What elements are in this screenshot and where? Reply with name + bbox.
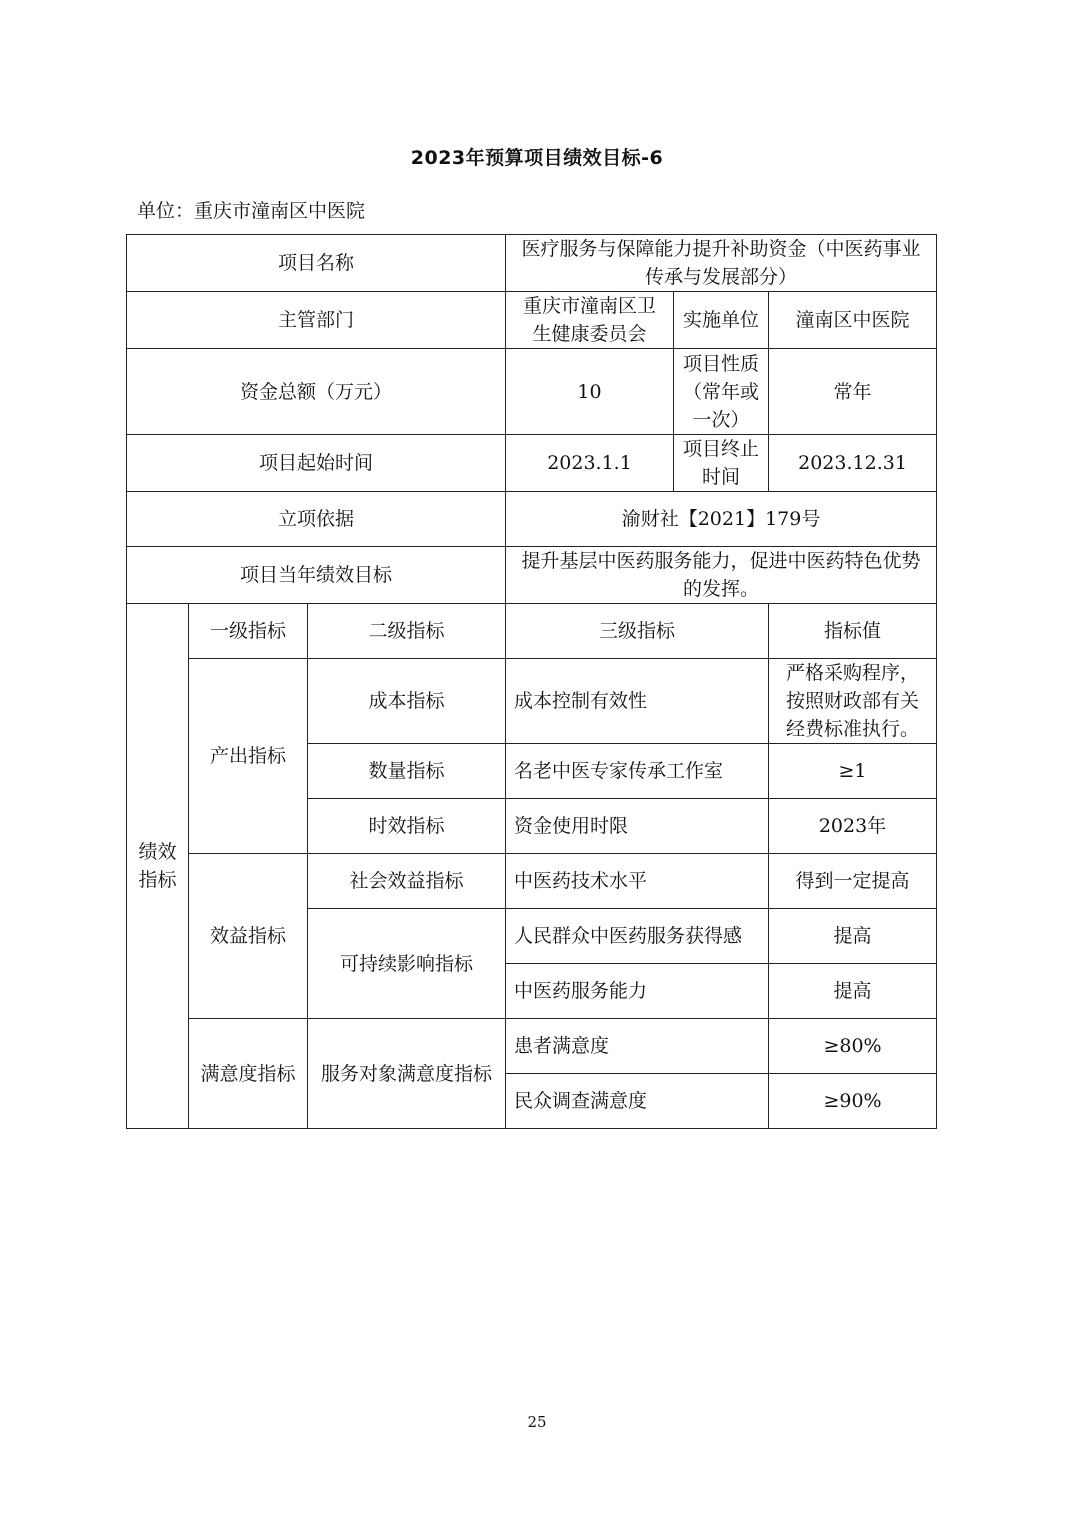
table-row: [127, 547, 937, 604]
dept-label: 主管部门: [127, 292, 506, 349]
benefit-label: 效益指标: [189, 854, 308, 1019]
satisfaction-value: ≥80%: [769, 1019, 937, 1074]
quantity-label: 数量指标: [308, 744, 506, 799]
start-label: 项目起始时间: [127, 435, 506, 492]
table-row: [127, 435, 937, 492]
end-label: 项目终止时间: [674, 435, 769, 492]
section-label: 绩效指标: [127, 604, 189, 1129]
basis-label: 立项依据: [127, 492, 506, 547]
table-row: [127, 604, 937, 659]
project-name-label: 项目名称: [127, 235, 506, 292]
sustain-item: 人民群众中医药服务获得感: [506, 909, 769, 964]
table-row: [127, 1019, 937, 1074]
goal-value: 提升基层中医药服务能力，促进中医药特色优势的发挥。: [506, 547, 937, 604]
cost-label: 成本指标: [308, 659, 506, 744]
sustain-value: 提高: [769, 964, 937, 1019]
table-row: [127, 492, 937, 547]
end-value: 2023.12.31: [769, 435, 937, 492]
time-value: 2023年: [769, 799, 937, 854]
header-value: 指标值: [769, 604, 937, 659]
quantity-value: ≥1: [769, 744, 937, 799]
fund-value: 10: [506, 349, 674, 435]
cost-item: 成本控制有效性: [506, 659, 769, 744]
sustain-value: 提高: [769, 909, 937, 964]
page-title: 2023年预算项目绩效目标-6: [410, 147, 664, 169]
cost-value: 严格采购程序，按照财政部有关经费标准执行。: [769, 659, 937, 744]
social-value: 得到一定提高: [769, 854, 937, 909]
table-row: [127, 292, 937, 349]
satisfaction-item: 民众调查满意度: [506, 1074, 769, 1129]
dept-value: 重庆市潼南区卫生健康委员会: [506, 292, 674, 349]
impl-label: 实施单位: [674, 292, 769, 349]
table-row: [127, 854, 937, 909]
project-name-value: 医疗服务与保障能力提升补助资金（中医药事业传承与发展部分）: [506, 235, 937, 292]
table-row: [127, 659, 937, 744]
start-value: 2023.1.1: [506, 435, 674, 492]
header-level3: 三级指标: [506, 604, 769, 659]
sustain-item: 中医药服务能力: [506, 964, 769, 1019]
time-item: 资金使用时限: [506, 799, 769, 854]
satisfaction-value: ≥90%: [769, 1074, 937, 1129]
fund-label: 资金总额（万元）: [127, 349, 506, 435]
page-number: 25: [527, 1413, 547, 1431]
social-label: 社会效益指标: [308, 854, 506, 909]
time-label: 时效指标: [308, 799, 506, 854]
table-row: [127, 235, 937, 292]
output-label: 产出指标: [189, 659, 308, 854]
unit-line: 单位：重庆市潼南区中医院: [137, 200, 366, 222]
impl-value: 潼南区中医院: [769, 292, 937, 349]
nature-label: 项目性质（常年或一次）: [674, 349, 769, 435]
sustain-label: 可持续影响指标: [308, 909, 506, 1019]
service-satisfaction-label: 服务对象满意度指标: [308, 1019, 506, 1129]
social-item: 中医药技术水平: [506, 854, 769, 909]
quantity-item: 名老中医专家传承工作室: [506, 744, 769, 799]
header-level2: 二级指标: [308, 604, 506, 659]
nature-value: 常年: [769, 349, 937, 435]
table-row: [127, 349, 937, 435]
header-level1: 一级指标: [189, 604, 308, 659]
goal-label: 项目当年绩效目标: [127, 547, 506, 604]
satisfaction-label: 满意度指标: [189, 1019, 308, 1129]
basis-value: 渝财社【2021】179号: [506, 492, 937, 547]
satisfaction-item: 患者满意度: [506, 1019, 769, 1074]
performance-table: [126, 234, 937, 1129]
